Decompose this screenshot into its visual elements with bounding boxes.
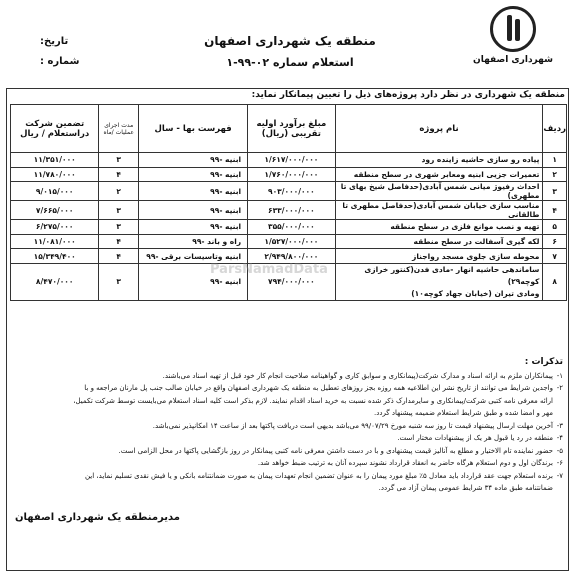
estimate: ۱/۵۲۷/۰۰۰/۰۰۰ <box>248 234 336 249</box>
duration: ۲ <box>99 182 139 201</box>
guarantee: ۷/۶۶۵/۰۰۰ <box>11 201 99 220</box>
estimate: ۷۹۴/۰۰۰/۰۰۰ <box>248 263 336 300</box>
duration: ۳ <box>99 153 139 168</box>
notes-section <box>10 356 563 495</box>
header-project-name: نام پروژه <box>335 105 543 153</box>
project-name: مناسب سازی خیابان شمس آبادی(حدفاصل مطهری تا طالقانی <box>335 201 543 220</box>
note-number: ۲- <box>556 384 563 392</box>
note-item <box>10 432 563 445</box>
note-item <box>10 382 563 395</box>
price-list: راه و باند -۹۹ <box>139 234 248 249</box>
estimate: ۹۰۳/۰۰۰/۰۰۰ <box>248 182 336 201</box>
table-header-row <box>11 105 567 153</box>
note-text: منطقه در رد یا قبول هر یک از پیشنهادات مختار است. <box>397 434 553 442</box>
guarantee: ۱۱/۳۵۱/۰۰۰ <box>11 153 99 168</box>
row-number: ۱ <box>543 153 567 168</box>
estimate: ۳۵۵/۰۰۰/۰۰۰ <box>248 220 336 235</box>
project-name <box>335 263 543 300</box>
row-number: ۸ <box>543 263 567 300</box>
note-item <box>10 482 563 495</box>
note-text: ضمانتنامه طبق ماده ۳۴ شرایط عمومی پیمان آزاد می گردد. <box>378 484 553 492</box>
note-item <box>10 370 563 383</box>
header-duration: مدت اجرای عملیات /ماه <box>99 105 139 153</box>
price-list: ابنیه -۹۹ <box>139 167 248 182</box>
duration: ۳ <box>99 220 139 235</box>
price-list: ابنیه -۹۹ <box>139 153 248 168</box>
project-name: تعمیرات جزیی ابنیه ومعابر شهری در سطح منطقه <box>335 167 543 182</box>
duration: ۴ <box>99 249 139 264</box>
letter-header <box>0 0 575 88</box>
note-text: مهر و امضا شده و طبق شرایط استعلام ضمیمه پیشنهاد گردد. <box>373 409 553 417</box>
estimate: ۱/۷۶۰/۰۰۰/۰۰۰ <box>248 167 336 182</box>
table-row <box>11 201 567 220</box>
table-row <box>11 220 567 235</box>
project-name-line-2: ومادی تیران (خیابان جهاد کوچه۱۰) <box>411 288 540 298</box>
note-item <box>10 407 563 420</box>
header-estimate: مبلغ برآورد اولیه تقریبی (ریال) <box>248 105 336 153</box>
number-label: شماره : <box>40 56 80 67</box>
note-text: آخرین مهلت ارسال پیشنهاد قیمت تا روز سه شنبه مورخ ۹۹/۰۷/۲۹ می‌باشد بدیهی است دریافت پاکتها بعد از ساعت ۱۴ امکانپذیر نمی‌باشد. <box>152 421 553 430</box>
note-text: پیمانکاران ملزم به ارائه اسناد و مدارک شرکت(پیمانکاری و سوابق کاری و گواهینامه صلاحیت انجام کار خود قبل از تهیه اسناد می‌باشند. <box>162 371 553 380</box>
project-name: لکه گیری آسفالت در سطح منطقه <box>335 234 543 249</box>
row-number: ۲ <box>543 167 567 182</box>
duration: ۴ <box>99 167 139 182</box>
note-item <box>10 395 563 408</box>
logo-emblem-icon <box>490 6 536 52</box>
note-number: ۱- <box>556 371 563 380</box>
note-number: ۷- <box>556 471 563 480</box>
duration: ۳ <box>99 263 139 300</box>
note-number: ۳- <box>556 421 563 430</box>
header-row-number: ردیف <box>543 105 567 153</box>
price-list: ابنیه -۹۹ <box>139 201 248 220</box>
estimate: ۶۳۳/۰۰۰/۰۰۰ <box>248 201 336 220</box>
note-number: ۵- <box>556 446 563 455</box>
project-name: محوطه سازی جلوی مسجد رواجناز <box>335 249 543 264</box>
municipality-logo <box>465 6 561 74</box>
logo-text: شهرداری اصفهان <box>473 55 553 65</box>
note-number: ۶- <box>556 459 563 467</box>
notes-title: تذکرات : <box>524 357 563 367</box>
project-name: پیاده رو سازی حاشیه زاینده رود <box>335 153 543 168</box>
guarantee: ۹/۰۱۵/۰۰۰ <box>11 182 99 201</box>
inquiry-number: استعلام سماره ۰۲-۹۹-۱ <box>226 56 354 69</box>
header-guarantee: تضمین شرکت دراستعلام / ریال <box>11 105 99 153</box>
row-number: ۵ <box>543 220 567 235</box>
header-price-list: فهرست بها - سال <box>139 105 248 153</box>
notes-list <box>10 370 563 495</box>
row-number: ۶ <box>543 234 567 249</box>
table-row <box>11 153 567 168</box>
duration: ۴ <box>99 234 139 249</box>
guarantee: ۱۱/۷۸۰/۰۰۰ <box>11 167 99 182</box>
table-row <box>11 182 567 201</box>
guarantee: ۱۵/۳۴۹/۴۰۰ <box>11 249 99 264</box>
note-text: حضور نماینده تام الاختیار و مطلع به آنالیز قیمت پیشنهادی و با در دست داشتن معرفی نامه کتبی پیمانکار در روز بازگشایی پاکتها در محل الزامی است. <box>118 446 553 455</box>
watermark: ParsNamadData <box>210 262 328 277</box>
note-text: ارائه معرفی نامه کتبی شرکت/پیمانکاری و سایرمدارک ذکر شده نسبت به خرید اسناد اقدام نمایند. لازم بذکر است کلیه اسناد استعلام می‌بایست توسط شرکت تکمیل، <box>73 396 553 405</box>
price-list: ابنیه -۹۹ <box>139 263 248 300</box>
date-label: تاریخ: <box>40 36 69 47</box>
estimate: ۲/۹۴۹/۸۰۰/۰۰۰ <box>248 249 336 264</box>
signature-line: مدیرمنطقه یک شهرداری اصفهان <box>15 512 180 523</box>
note-item <box>10 470 563 483</box>
price-list: ابنیه -۹۹ <box>139 220 248 235</box>
note-number: ۴- <box>556 434 563 442</box>
project-name-line-1: ساماندهی حاشیه انهار -مادی فدن(کنتور خرازی کوچه۲۹) <box>364 264 540 286</box>
note-text: واجدین شرایط می توانند از تاریخ نشر این اطلاعیه همه روزه بجز روزهای تعطیل به منطقه یک شهرداری اصفهان واقع در خیابان صالب جنب پل مارنان مراجعه و با <box>84 384 553 392</box>
duration: ۳ <box>99 201 139 220</box>
estimate: ۱/۶۱۷/۰۰۰/۰۰۰ <box>248 153 336 168</box>
row-number: ۴ <box>543 201 567 220</box>
note-item <box>10 420 563 433</box>
price-list: ابنیه -۹۹ <box>139 182 248 201</box>
table-row <box>11 234 567 249</box>
guarantee: ۸/۴۷۰/۰۰۰ <box>11 263 99 300</box>
note-text: برنده استعلام جهت عقد قرارداد باید معادل ۵٪ مبلغ مورد پیمان را به عنوان تضمین انجام تعهدات پیمان به صورت ضمانتنامه بانکی و یا فیش نقدی تسلیم نماید، این <box>84 471 553 480</box>
guarantee: ۱۱/۰۸۱/۰۰۰ <box>11 234 99 249</box>
note-text: برندگان اول و دوم استعلام هرگاه حاضر به انعقاد قرارداد نشوند سپرده آنان به ترتیب ضبط خواهد شد. <box>257 459 553 467</box>
document-title: منطقه یک شهرداری اصفهان <box>204 34 376 48</box>
project-name: احداث رفیوژ میانی شمس آبادی(حدفاصل شیخ بهای تا مطهری) <box>335 182 543 201</box>
guarantee: ۶/۲۷۵/۰۰۰ <box>11 220 99 235</box>
intro-text: منطقه یک شهرداری در نظر دارد پروژه‌های ذیل را تعیین پیمانکار نماید: <box>251 90 565 100</box>
row-number: ۷ <box>543 249 567 264</box>
row-number: ۳ <box>543 182 567 201</box>
price-list: ابنیه وتاسیسات برقی -۹۹ <box>139 249 248 264</box>
note-item <box>10 445 563 458</box>
project-name: تهیه و نصب موانع فلزی در سطح منطقه <box>335 220 543 235</box>
note-item <box>10 457 563 470</box>
table-row <box>11 167 567 182</box>
